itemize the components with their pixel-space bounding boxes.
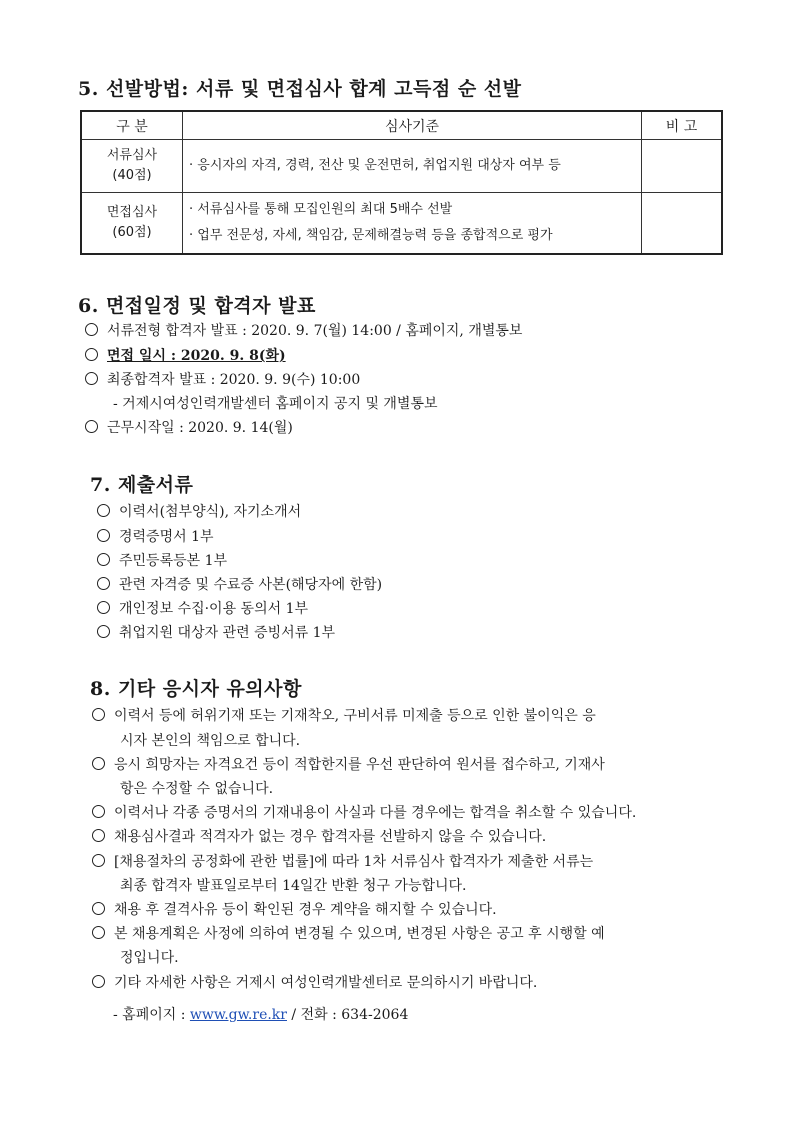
section-6-title: 6. 면접일정 및 합격자 발표 bbox=[78, 295, 316, 317]
list-item: 이력서나 각종 증명서의 기재내용이 사실과 다를 경우에는 합격을 취소할 수 있습니다. bbox=[92, 802, 636, 822]
category-cell: 서류심사 (40점) bbox=[81, 140, 183, 193]
list-item: 경력증명서 1부 bbox=[97, 526, 214, 546]
list-item: 채용심사결과 적격자가 없는 경우 합격자를 선발하지 않을 수 있습니다. bbox=[92, 826, 546, 846]
circle-bullet-icon bbox=[85, 323, 98, 336]
header-criteria: 심사기준 bbox=[183, 111, 642, 140]
note-cell bbox=[642, 193, 723, 255]
contact-line: - 홈페이지 : www.gw.re.kr / 전화 : 634-2064 bbox=[113, 1007, 409, 1023]
note-cell bbox=[642, 140, 723, 193]
table-row bbox=[81, 140, 722, 193]
list-item: 개인정보 수집·이용 동의서 1부 bbox=[97, 598, 308, 618]
circle-bullet-icon bbox=[85, 348, 98, 361]
header-category: 구 분 bbox=[81, 111, 183, 140]
list-item: 서류전형 합격자 발표 : 2020. 9. 7(월) 14:00 / 홈페이지, 개별통보 bbox=[85, 320, 522, 340]
list-item-continued: 시자 본인의 책임으로 합니다. bbox=[120, 733, 301, 749]
list-item: 최종합격자 발표 : 2020. 9. 9(수) 10:00 bbox=[85, 369, 360, 389]
homepage-link[interactable]: www.gw.re.kr bbox=[189, 1007, 287, 1023]
list-item: 기타 자세한 사항은 거제시 여성인력개발센터로 문의하시기 바랍니다. bbox=[92, 972, 537, 992]
circle-bullet-icon bbox=[97, 625, 110, 638]
list-item: 본 채용계획은 사정에 의하여 변경될 수 있으며, 변경된 사항은 공고 후 시행할 예 bbox=[92, 923, 605, 943]
circle-bullet-icon bbox=[92, 975, 105, 988]
criteria-cell: · 응시자의 자격, 경력, 전산 및 운전면허, 취업지원 대상자 여부 등 bbox=[183, 140, 642, 193]
list-item: 채용 후 결격사유 등이 확인된 경우 계약을 해지할 수 있습니다. bbox=[92, 899, 497, 919]
list-item-continued: 항은 수정할 수 없습니다. bbox=[120, 781, 274, 797]
criteria-cell: · 서류심사를 통해 모집인원의 최대 5배수 선발 · 업무 전문성, 자세, 책임감, 문제해결능력 등을 종합적으로 평가 bbox=[183, 193, 642, 255]
list-item: 주민등록등본 1부 bbox=[97, 550, 227, 570]
list-item: 응시 희망자는 자격요건 등이 적합한지를 우선 판단하여 원서를 접수하고, 기재사 bbox=[92, 754, 605, 774]
section-5-title: 5. 선발방법: 서류 및 면접심사 합계 고득점 순 선발 bbox=[78, 78, 522, 100]
list-item: 면접 일시 : 2020. 9. 8(화) bbox=[85, 345, 286, 365]
circle-bullet-icon bbox=[97, 529, 110, 542]
circle-bullet-icon bbox=[97, 601, 110, 614]
list-item: 근무시작일 : 2020. 9. 14(월) bbox=[85, 417, 293, 437]
evaluation-criteria-table bbox=[80, 110, 723, 255]
circle-bullet-icon bbox=[92, 902, 105, 915]
circle-bullet-icon bbox=[92, 926, 105, 939]
list-item: 취업지원 대상자 관련 증빙서류 1부 bbox=[97, 622, 335, 642]
circle-bullet-icon bbox=[85, 372, 98, 385]
circle-bullet-icon bbox=[97, 553, 110, 566]
list-item: 이력서 등에 허위기재 또는 기재착오, 구비서류 미제출 등으로 인한 불이익은 응 bbox=[92, 705, 596, 725]
circle-bullet-icon bbox=[92, 757, 105, 770]
category-cell: 면접심사 (60점) bbox=[81, 193, 183, 255]
list-item-detail: - 거제시여성인력개발센터 홈페이지 공지 및 개별통보 bbox=[113, 396, 438, 412]
section-7-title: 7. 제출서류 bbox=[90, 474, 194, 496]
circle-bullet-icon bbox=[92, 854, 105, 867]
circle-bullet-icon bbox=[92, 829, 105, 842]
circle-bullet-icon bbox=[92, 708, 105, 721]
circle-bullet-icon bbox=[97, 577, 110, 590]
circle-bullet-icon bbox=[97, 504, 110, 517]
section-8-title: 8. 기타 응시자 유의사항 bbox=[90, 678, 302, 700]
list-item-continued: 최종 합격자 발표일로부터 14일간 반환 청구 가능합니다. bbox=[120, 878, 467, 894]
list-item: 관련 자격증 및 수료증 사본(해당자에 한함) bbox=[97, 574, 382, 594]
table-row bbox=[81, 193, 722, 255]
list-item: 이력서(첨부양식), 자기소개서 bbox=[97, 501, 301, 521]
circle-bullet-icon bbox=[85, 420, 98, 433]
header-note: 비 고 bbox=[642, 111, 723, 140]
list-item: [채용절차의 공정화에 관한 법률]에 따라 1차 서류심사 합격자가 제출한 서류는 bbox=[92, 851, 593, 871]
circle-bullet-icon bbox=[92, 805, 105, 818]
list-item-continued: 정입니다. bbox=[120, 950, 179, 966]
